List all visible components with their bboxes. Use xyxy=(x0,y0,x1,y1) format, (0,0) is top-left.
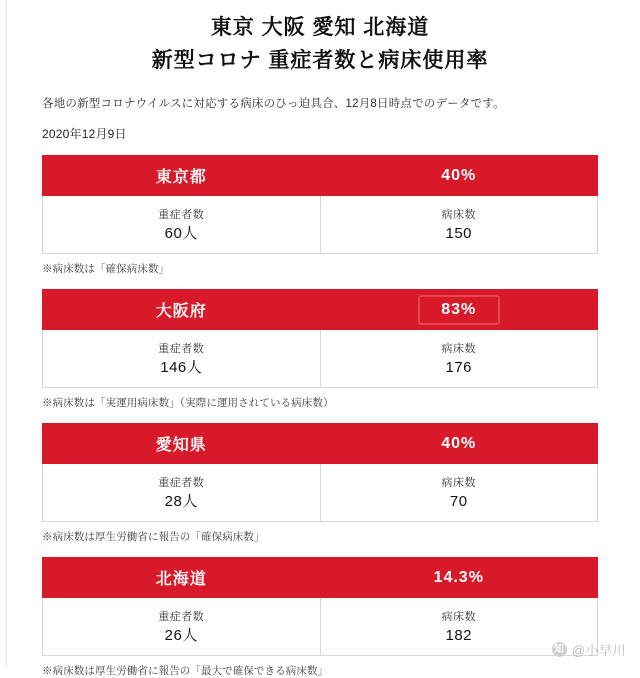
table-data-row xyxy=(43,598,598,656)
table-header-row xyxy=(43,424,598,464)
severe-label: 重症者数 xyxy=(158,343,205,356)
severe-label: 重症者数 xyxy=(158,477,205,490)
severe-cell xyxy=(43,196,321,254)
region-name-cell: 愛知県 xyxy=(43,424,321,464)
zhihu-logo-icon: 知 xyxy=(552,642,567,657)
publish-date: 2020年12月9日 xyxy=(42,127,127,142)
beds-cell xyxy=(320,464,598,522)
title-line-2: 新型コロナ 重症者数と病床使用率 xyxy=(151,48,489,72)
region-note: ※病床数は厚生労働省に報告の「最大で確保できる病床数」 xyxy=(42,665,329,678)
table-header-row xyxy=(43,290,598,330)
region-block-hokkaido xyxy=(42,557,598,678)
beds-cell xyxy=(320,196,598,254)
region-name-cell: 東京都 xyxy=(43,156,321,196)
region-table xyxy=(42,155,598,254)
severe-value: 60人 xyxy=(164,225,198,243)
region-name-cell: 大阪府 xyxy=(43,290,321,330)
beds-label: 病床数 xyxy=(441,343,476,356)
watermark-text: @小早川 xyxy=(571,643,626,658)
region-rate-value: 14.3% xyxy=(433,568,484,586)
region-rate-cell xyxy=(320,424,598,464)
beds-value: 150 xyxy=(445,225,473,243)
region-note: ※病床数は厚生労働省に報告の「確保病床数」 xyxy=(42,531,265,544)
region-rate-cell xyxy=(320,558,598,598)
region-block-aichi xyxy=(42,423,598,544)
beds-label: 病床数 xyxy=(441,209,476,222)
watermark xyxy=(552,640,626,659)
severe-cell xyxy=(43,464,321,522)
table-data-row xyxy=(43,196,598,254)
region-rate-cell xyxy=(320,156,598,196)
beds-cell xyxy=(320,330,598,388)
region-table xyxy=(42,557,598,656)
severe-value: 26人 xyxy=(164,627,198,645)
region-rate-value: 40% xyxy=(441,166,477,184)
severe-value: 28人 xyxy=(164,493,198,511)
severe-cell xyxy=(43,598,321,656)
title-line-1: 東京 大阪 愛知 北海道 xyxy=(210,16,430,39)
region-rate-value: 40% xyxy=(441,434,477,452)
table-header-row xyxy=(43,558,598,598)
table-data-row xyxy=(43,464,598,522)
severe-value: 146人 xyxy=(160,359,203,377)
region-note: ※病床数は「実運用病床数」（実際に運用されている病床数） xyxy=(42,397,334,410)
region-block-osaka xyxy=(42,289,598,410)
region-note: ※病床数は「確保病床数」 xyxy=(42,263,170,276)
beds-label: 病床数 xyxy=(441,477,476,490)
severe-cell xyxy=(43,330,321,388)
region-block-tokyo xyxy=(42,155,598,276)
beds-value: 176 xyxy=(445,359,473,377)
table-data-row xyxy=(43,330,598,388)
page-edge-rule xyxy=(6,0,7,667)
lead-paragraph: 各地の新型コロナウイルスに対応する病床のひっ迫具合、12月8日時点でのデータです。 xyxy=(42,98,505,111)
beds-value: 70 xyxy=(449,493,468,511)
region-table xyxy=(42,423,598,522)
beds-label: 病床数 xyxy=(441,611,476,624)
severe-label: 重症者数 xyxy=(158,209,205,222)
page-title xyxy=(42,0,598,77)
region-table xyxy=(42,289,598,388)
region-rate-value: 83% xyxy=(441,300,477,318)
region-rate-cell xyxy=(320,290,598,330)
beds-value: 182 xyxy=(445,627,473,645)
severe-label: 重症者数 xyxy=(158,611,205,624)
region-name-cell: 北海道 xyxy=(43,558,321,598)
table-header-row xyxy=(43,156,598,196)
